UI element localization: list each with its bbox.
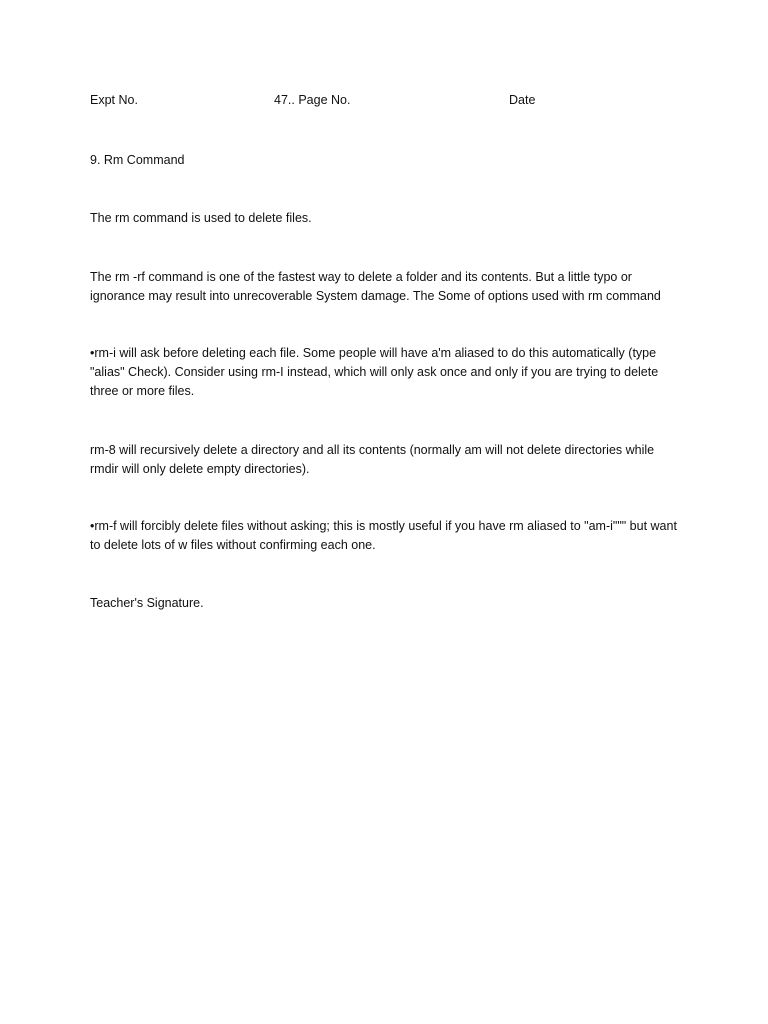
paragraph-rm-rf: The rm -rf command is one of the fastest way to delete a folder and its contents. But a little typo or ignorance may result into unrecoverable System damage. The Some of options used with rm command [90, 270, 661, 303]
section-title: 9. Rm Command [90, 153, 185, 167]
date-label: Date [509, 93, 536, 107]
expt-no-label: Expt No. [90, 93, 138, 107]
page-no-label: 47.. Page No. [274, 93, 351, 107]
page-header [90, 93, 690, 111]
paragraph-rm-recursive: rm-8 will recursively delete a directory and all its contents (normally am will not delete directories while rmdir will only delete empty directories). [90, 443, 655, 476]
teacher-signature-label: Teacher's Signature. [90, 596, 204, 610]
paragraph-intro: The rm command is used to delete files. [90, 211, 312, 225]
paragraph-rm-i: •rm-i will ask before deleting each file. Some people will have a'm aliased to do this automatically (type "alias" Check). Consider using rm-I instead, which will only ask once and only if you are trying to delete three or more files. [90, 346, 659, 398]
paragraph-rm-f: •rm-f will forcibly delete files without asking; this is mostly useful if you have rm aliased to "am-i""" but want to delete lots of w files without confirming each one. [90, 519, 677, 552]
